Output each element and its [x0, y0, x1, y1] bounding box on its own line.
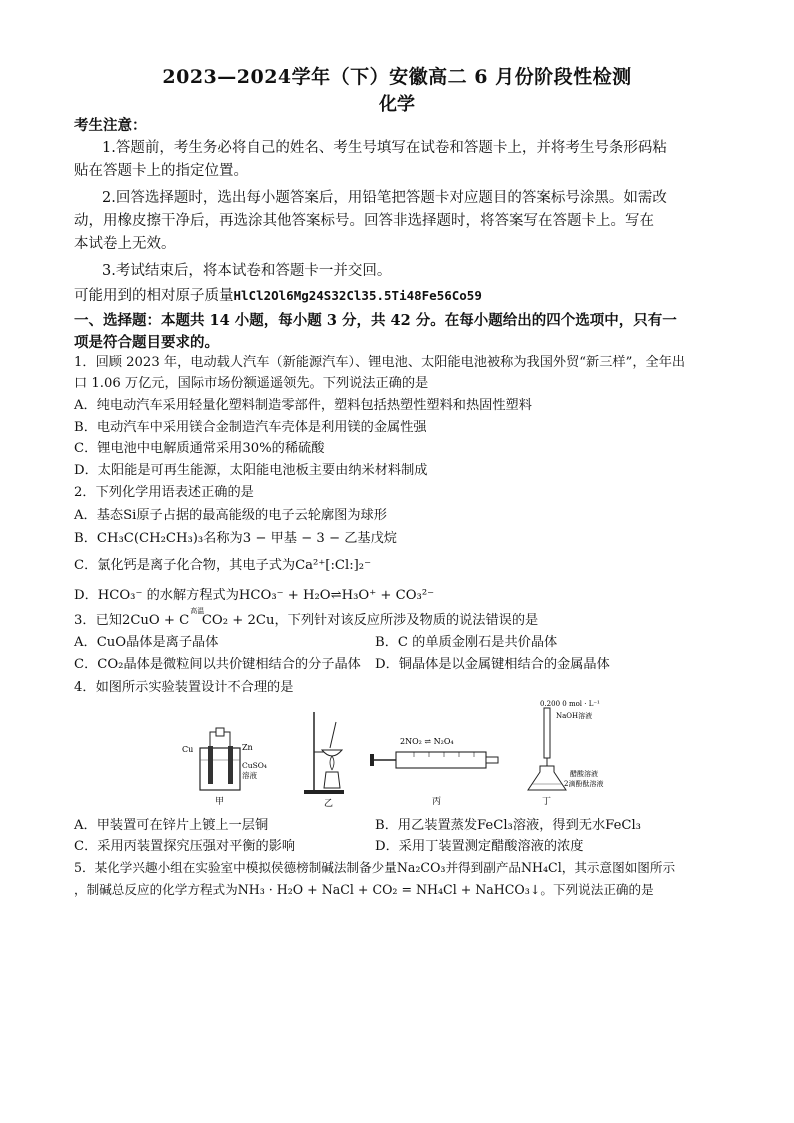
q5-stem-line2: ，制碱总反应的化学方程式为NH₃ · H₂O + NaCl + CO₂ = NH₄Cl + NaHCO₃↓。下列说法正确的是	[74, 882, 654, 897]
q4-option-b: B．用乙装置蒸发FeCl₃溶液，得到无水FeCl₃	[375, 818, 641, 833]
apparatus-yi	[304, 712, 344, 809]
q3-stem	[74, 607, 722, 630]
cu-electrode	[208, 746, 213, 784]
conical-flask	[528, 766, 566, 790]
notice-item2-line3: 本试卷上无效。	[74, 236, 176, 252]
fig-bing-label: 丙	[432, 797, 442, 807]
q1-stem-line2: 口 1.06 万亿元，国际市场份额遥遥领先。下列说法正确的是	[74, 376, 429, 391]
atomic-mass-values: HlCl2Ol6Mg24S32Cl35.5Ti48Fe56Co59	[233, 288, 482, 303]
solution-label: 溶液	[242, 771, 257, 780]
section1-line2: 项是符合题目要求的。	[74, 334, 219, 351]
power-source	[216, 728, 224, 736]
q1-option-d: D．太阳能是可再生能源，太阳能电池板主要由纳米材料制成	[74, 463, 428, 478]
q2-option-d: D．HCO₃⁻ 的水解方程式为HCO₃⁻ + H₂O⇌H₃O⁺ + CO₃²⁻	[74, 588, 435, 603]
acetic-label: 醋酸溶液	[570, 770, 598, 778]
atomic-mass-label: 可能用到的相对原子质量	[74, 288, 234, 304]
q3-reaction-arrow	[189, 607, 205, 630]
q3-stem-pre: 3．已知2CuO + C	[74, 613, 190, 628]
alcohol-lamp	[324, 772, 340, 788]
q3-option-a: A．CuO晶体是离子晶体	[74, 635, 219, 650]
notice-item1-line1: 1.答题前，考生务必将自己的姓名、考生号填写在试卷和答题卡上，并将考生号条形码粘	[102, 140, 667, 156]
notice-item2-line2: 动，用橡皮擦干净后，再选涂其他答案标号。回答非选择题时，将答案写在答题卡上。写在	[74, 213, 654, 229]
q3-option-c: C．CO₂晶体是微粒间以共价键相结合的分子晶体	[74, 657, 361, 672]
q3-condition: 高温	[190, 607, 205, 615]
plunger-handle	[370, 754, 374, 766]
q2-option-a: A．基态Si原子占据的最高能级的电子云轮廓图为球形	[74, 508, 387, 523]
q4-stem: 4．如图所示实验装置设计不合理的是	[74, 680, 294, 695]
syringe-tip	[486, 757, 498, 763]
subject-title: 化学	[379, 94, 415, 115]
q4-apparatus-diagram	[74, 700, 722, 812]
syringe-barrel	[396, 752, 486, 768]
iron-stand-base	[304, 790, 344, 794]
cu-label: Cu	[182, 745, 194, 754]
fig-jia-label: 甲	[215, 797, 225, 807]
q2-option-c-formula: Ca²⁺[:Cl:]₂⁻	[295, 558, 372, 573]
q1-option-a: A．纯电动汽车采用轻量化塑料制造零部件，塑料包括热塑性塑料和热固性塑料	[74, 398, 532, 413]
fig-yi-label: 乙	[324, 799, 334, 809]
q2-option-b: B．CH₃C(CH₂CH₃)₃名称为3 − 甲基 − 3 − 乙基戊烷	[74, 531, 397, 546]
equilibrium-label: 2NO₂ ⇌ N₂O₄	[400, 737, 454, 746]
zn-electrode	[228, 746, 233, 784]
burette	[544, 708, 550, 758]
fig-ding-label: 丁	[542, 797, 552, 807]
evaporating-dish	[322, 750, 342, 756]
q2-stem: 2．下列化学用语表述正确的是	[74, 485, 254, 500]
cuso4-label: CuSO₄	[242, 761, 267, 770]
atomic-mass-line	[74, 286, 722, 306]
notice-item1-line2: 贴在答题卡上的指定位置。	[74, 163, 248, 179]
naoh-label: NaOH溶液	[556, 712, 593, 720]
apparatus-jia	[182, 728, 267, 807]
q3-option-b: B．C 的单质金刚石是共价晶体	[375, 635, 558, 650]
q2-option-c	[74, 556, 722, 575]
zn-label: Zn	[242, 743, 253, 752]
q2-option-c-text: C．氯化钙是离子化合物，其电子式为	[74, 558, 296, 573]
notice-item2-line1: 2.回答选择题时，选出每小题答案后，用铅笔把答题卡对应题目的答案标号涂黑。如需改	[102, 190, 667, 206]
indicator-label: 2滴酚酞溶液	[564, 780, 604, 788]
q3-option-d: D．铜晶体是以金属键相结合的金属晶体	[375, 657, 610, 672]
q4-option-c: C．采用丙装置探究压强对平衡的影响	[74, 839, 296, 854]
q4-option-d: D．采用丁装置测定醋酸溶液的浓度	[375, 839, 584, 854]
section1-line1: 一、选择题：本题共 14 小题，每小题 3 分，共 42 分。在每小题给出的四个选项中，只有一	[74, 312, 677, 329]
apparatus-bing	[370, 737, 498, 807]
q5-stem-line1: 5．某化学兴趣小组在实验室中模拟侯德榜制碱法制备少量Na₂CO₃并得到副产品NH₄Cl，其示意图如图所示	[74, 860, 676, 875]
q1-option-c: C．锂电池中电解质通常采用30%的稀硫酸	[74, 441, 325, 456]
q4-figure	[74, 700, 722, 812]
q1-option-b: B．电动汽车中采用镁合金制造汽车壳体是利用镁的金属性强	[74, 420, 427, 435]
apparatus-ding	[528, 700, 603, 807]
notice-item3: 3.考试结束后，将本试卷和答题卡一并交回。	[102, 263, 392, 279]
q1-stem-line1: 1．回顾 2023 年，电动载人汽车（新能源汽车）、锂电池、太阳能电池被称为我国外贸“新三样”，全年出	[74, 355, 686, 370]
q3-stem-post: CO₂ + 2Cu，下列针对该反应所涉及物质的说法错误的是	[201, 613, 539, 628]
beaker-jia	[200, 748, 240, 790]
page-title: 2023—2024学年（下）安徽高二 6 月份阶段性检测	[162, 66, 632, 88]
flame	[330, 756, 334, 770]
notice-heading: 考生注意：	[74, 117, 147, 134]
naoh-conc-label: 0.200 0 mol · L⁻¹	[540, 700, 600, 708]
q4-option-a: A．甲装置可在锌片上镀上一层铜	[74, 818, 269, 833]
glass-rod	[330, 722, 336, 748]
